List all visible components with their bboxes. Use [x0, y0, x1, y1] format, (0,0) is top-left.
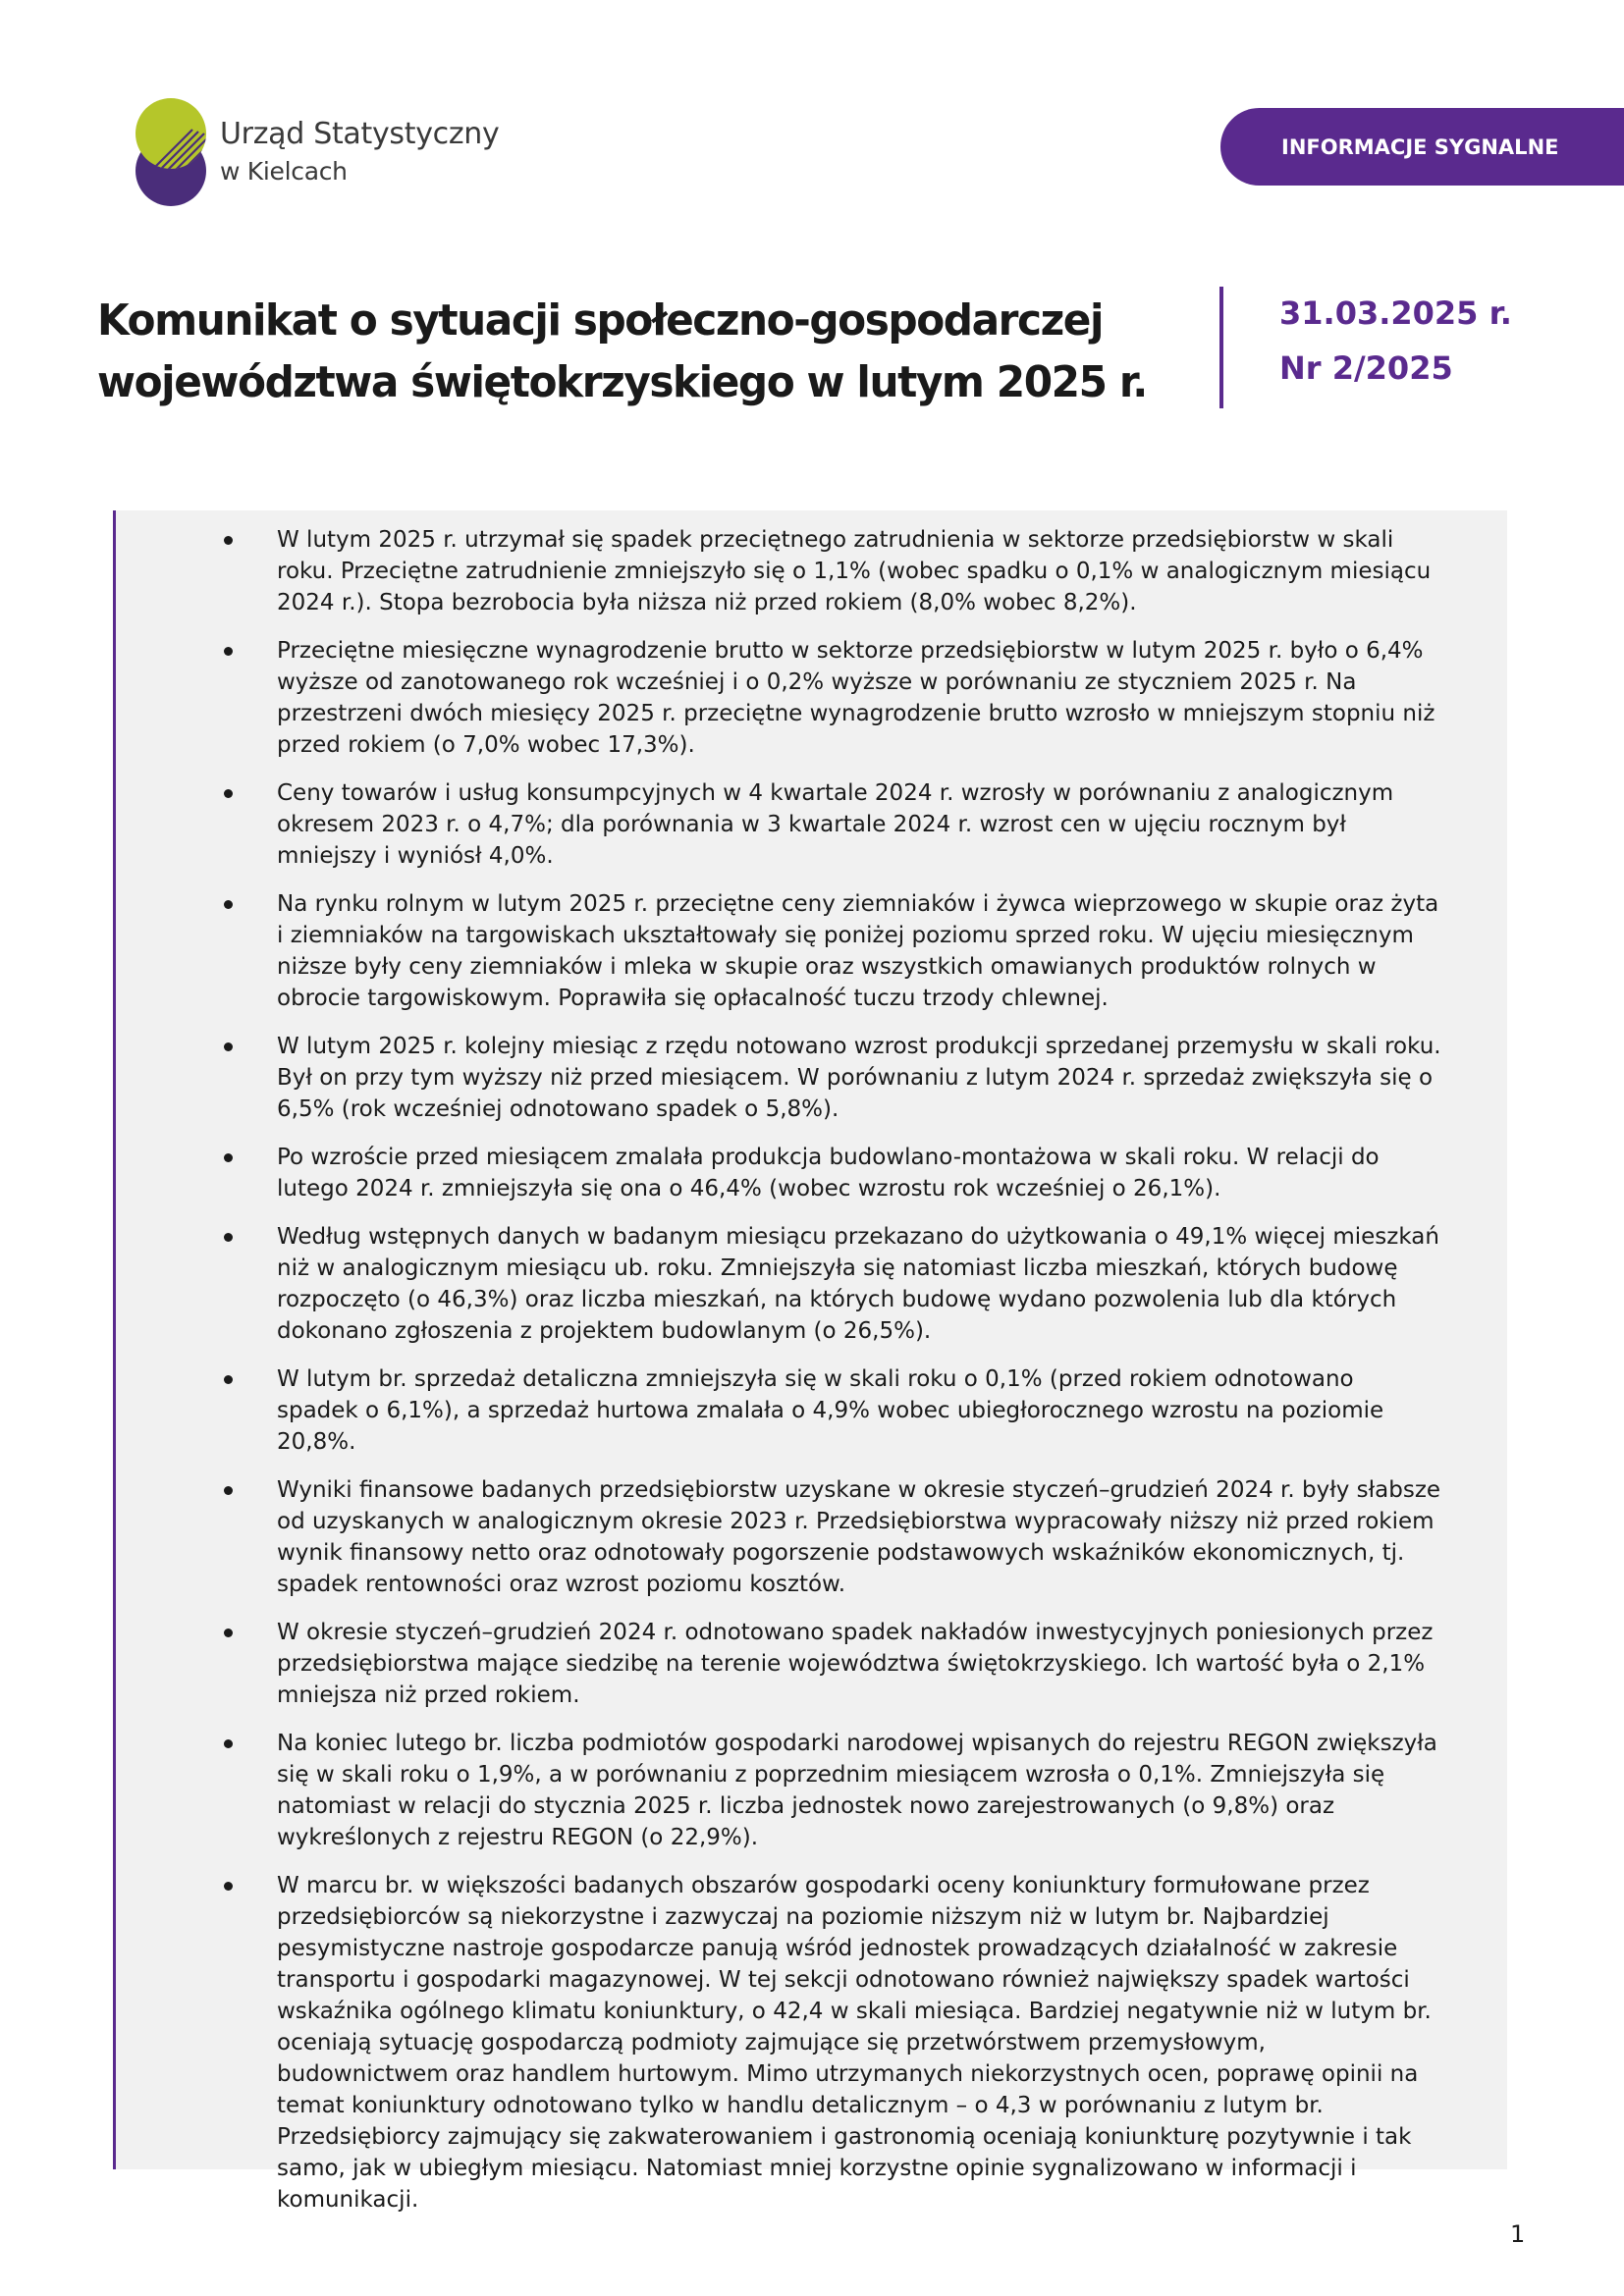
logo-icon	[132, 98, 210, 208]
list-item-text: W lutym 2025 r. utrzymał się spadek przeciętnego zatrudnienia w sektorze przedsiębiorstw w skali roku. Przeciętne zatrudnienie zmniejszyło się o 1,1% (wobec spadku o 0,1% w analogicznym miesiącu 2024 r.). Stopa bezrobocia była niższa niż przed rokiem (8,0% wobec 8,2%).	[277, 527, 1432, 615]
summary-list	[224, 524, 1441, 2232]
list-item	[224, 777, 1441, 872]
publication-date: 31.03.2025 r.	[1279, 294, 1512, 332]
bullet-icon	[224, 1042, 233, 1051]
list-item-text: Przeciętne miesięczne wynagrodzenie brutto w sektorze przedsiębiorstw w lutym 2025 r. było o 6,4% wyższe od zanotowanego rok wcześniej i o 0,2% wyższe w porównaniu ze styczniem 2025 r. Na przestrzeni dwóch miesięcy 2025 r. przeciętne wynagrodzenie brutto wzrosło w mniejszym stopniu niż przed rokiem (o 7,0% wobec 17,3%).	[277, 638, 1435, 758]
list-item	[224, 1474, 1441, 1600]
list-item	[224, 1728, 1441, 1853]
bullet-icon	[224, 1739, 233, 1748]
list-item-text: Na rynku rolnym w lutym 2025 r. przeciętne ceny ziemniaków i żywca wieprzowego w skupie oraz żyta i ziemniaków na targowiskach ukształtowały się poniżej poziomu sprzed roku. W ujęciu miesięcznym niższe były ceny ziemniaków i mleka w skupie oraz wszystkich omawianych produktów rolnych w obrocie targowiskowym. Poprawiła się opłacalność tuczu trzody chlewnej.	[277, 891, 1439, 1011]
list-item	[224, 524, 1441, 618]
list-item-text: Według wstępnych danych w badanym miesiącu przekazano do użytkowania o 49,1% więcej mieszkań niż w analogicznym miesiącu ub. roku. Zmniejszyła się natomiast liczba mieszkań, których budowę rozpoczęto (o 46,3%) oraz liczba mieszkań, na których budowę wydano pozwolenia lub dla których dokonano zgłoszenia z projektem budowlanym (o 26,5%).	[277, 1224, 1439, 1344]
bullet-icon	[224, 1629, 233, 1637]
section-badge	[1220, 108, 1624, 186]
page-title	[97, 290, 1153, 413]
issue-number: Nr 2/2025	[1279, 349, 1453, 387]
list-item	[224, 888, 1441, 1014]
list-item	[224, 1142, 1441, 1204]
org-subtitle: w Kielcach	[220, 157, 348, 186]
bullet-icon	[224, 1882, 233, 1891]
list-item	[224, 1363, 1441, 1458]
bullet-icon	[224, 1233, 233, 1242]
list-item	[224, 1870, 1441, 2216]
org-name: Urząd Statystyczny	[220, 117, 500, 151]
list-item-text: W lutym br. sprzedaż detaliczna zmniejszyła się w skali roku o 0,1% (przed rokiem odnotowano spadek o 6,1%), a sprzedaż hurtowa zmalała o 4,9% wobec ubiegłorocznego wzrostu na poziomie 20,8%.	[277, 1366, 1384, 1455]
list-item	[224, 635, 1441, 761]
list-item-text: W okresie styczeń–grudzień 2024 r. odnotowano spadek nakładów inwestycyjnych poniesionych przez przedsiębiorstwa mające siedzibę na terenie województwa świętokrzyskiego. Ich wartość była o 2,1% mniejsza niż przed rokiem.	[277, 1620, 1434, 1708]
title-line-2: województwa świętokrzyskiego w lutym 2025 r.	[97, 357, 1147, 407]
list-item-text: W marcu br. w większości badanych obszarów gospodarki oceny koniunktury formułowane przez przedsiębiorców są niekorzystne i zazwyczaj na poziomie niższym niż w lutym br. Najbardziej pesymistyczne nastroje gospodarcze panują wśród jednostek prowadzących działalność w zakresie transportu i gospodarki magazynowej. W tej sekcji odnotowano również największy spadek wartości wskaźnika ogólnego klimatu koniunktury, o 42,4 w skali miesiąca. Bardziej negatywnie niż w lutym br. oceniają sytuację gospodarczą podmioty zajmujące się przetwórstwem przemysłowym, budownictwem oraz handlem hurtowym. Mimo utrzymanych niekorzystnych ocen, poprawę opinii na temat koniunktury odnotowano tylko w handlu detalicznym – o 4,3 w porównaniu z lutym br. Przedsiębiorcy zajmujący się zakwaterowaniem i gastronomią oceniają koniunkturę pozytywnie i tak samo, jak w ubiegłym miesiącu. Natomiast mniej korzystne opinie sygnalizowano w informacji i komunikacji.	[277, 1873, 1432, 2213]
bullet-icon	[224, 1153, 233, 1162]
summary-box	[113, 510, 1507, 2213]
list-item	[224, 1031, 1441, 1125]
list-item-text: Ceny towarów i usług konsumpcyjnych w 4 kwartale 2024 r. wzrosły w porównaniu z analogicznym okresem 2023 r. o 4,7%; dla porównania w 3 kwartale 2024 r. wzrost cen w ujęciu rocznym był mniejszy i wyniósł 4,0%.	[277, 780, 1394, 869]
title-line-1: Komunikat o sytuacji społeczno-gospodarczej	[97, 295, 1104, 346]
list-item	[224, 1617, 1441, 1711]
list-item-text: Wyniki finansowe badanych przedsiębiorstw uzyskane w okresie styczeń–grudzień 2024 r. były słabsze od uzyskanych w analogicznym okresie 2023 r. Przedsiębiorstwa wypracowały niższy niż przed rokiem wynik finansowy netto oraz odnotowały pogorszenie podstawowych wskaźników ekonomicznych, tj. spadek rentowności oraz wzrost poziomu kosztów.	[277, 1477, 1441, 1597]
bullet-icon	[224, 536, 233, 545]
list-item	[224, 1221, 1441, 1347]
bullet-icon	[224, 900, 233, 909]
badge-label: INFORMACJE SYGNALNE	[1281, 134, 1559, 159]
list-item-text: Po wzroście przed miesiącem zmalała produkcja budowlano-montażowa w skali roku. W relacji do lutego 2024 r. zmniejszyła się ona o 46,4% (wobec wzrostu rok wcześniej o 26,1%).	[277, 1145, 1380, 1201]
bullet-icon	[224, 1486, 233, 1495]
list-item-text: Na koniec lutego br. liczba podmiotów gospodarki narodowej wpisanych do rejestru REGON zwiększyła się w skali roku o 1,9%, a w porównaniu z poprzednim miesiącem wzrosła o 0,1%. Zmniejszyła się natomiast w relacji do stycznia 2025 r. liczba jednostek nowo zarejestrowanych (o 9,8%) oraz wykreślonych z rejestru REGON (o 22,9%).	[277, 1731, 1437, 1850]
divider	[1219, 287, 1223, 408]
page-number: 1	[1510, 2220, 1526, 2248]
bullet-icon	[224, 647, 233, 656]
bullet-icon	[224, 1375, 233, 1384]
list-item-text: W lutym 2025 r. kolejny miesiąc z rzędu notowano wzrost produkcji sprzedanej przemysłu w skali roku. Był on przy tym wyższy niż przed miesiącem. W porównaniu z lutym 2024 r. sprzedaż zwiększyła się o 6,5% (rok wcześniej odnotowano spadek o 5,8%).	[277, 1034, 1441, 1122]
bullet-icon	[224, 789, 233, 798]
